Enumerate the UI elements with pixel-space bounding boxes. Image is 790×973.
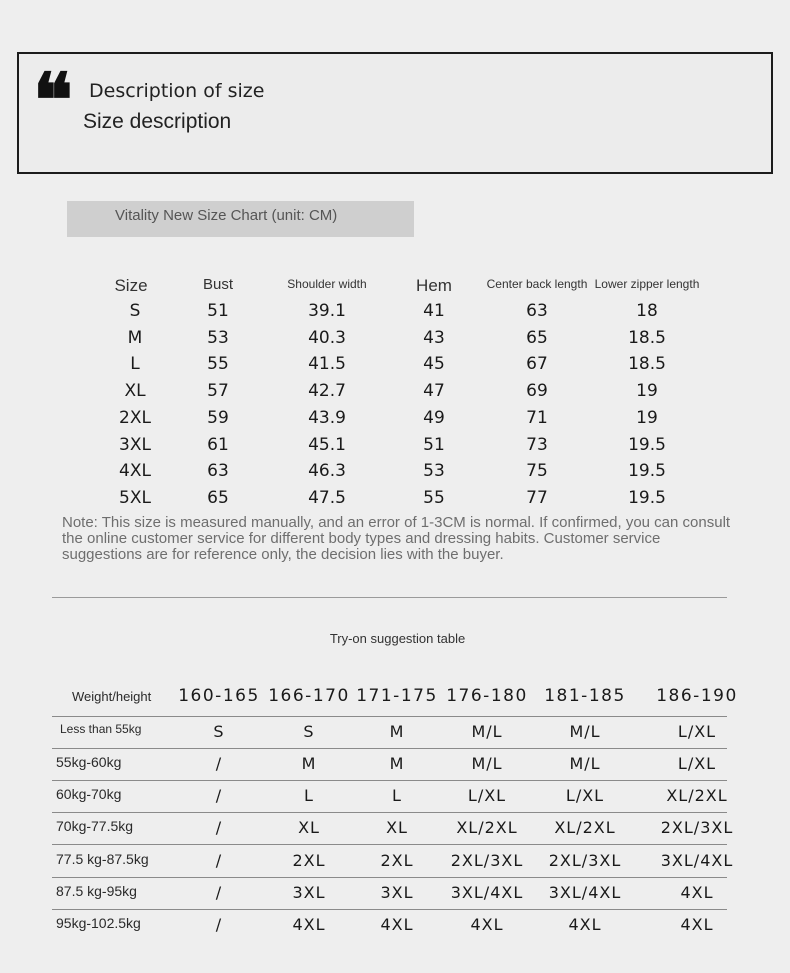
size-chart-row	[0, 381, 790, 407]
tryon-weight-label: 77.5 kg-87.5kg	[56, 850, 149, 867]
tryon-height-header: 181-185	[544, 686, 626, 706]
tryon-weight-label: 60kg-70kg	[56, 786, 122, 803]
size-chart-column-header: Hem	[416, 276, 452, 295]
size-chart-cell: 41	[423, 301, 445, 321]
tryon-size-cell: 3XL/4XL	[450, 882, 524, 902]
size-chart-cell: 53	[207, 327, 229, 348]
size-chart-cell: 63	[207, 461, 229, 482]
tryon-weight-label: 87.5 kg-95kg	[56, 882, 137, 899]
tryon-height-header: 171-175	[356, 686, 438, 706]
tryon-size-cell: /	[215, 818, 223, 838]
tryon-weight-label: 95kg-102.5kg	[56, 914, 141, 931]
size-chart-cell: L	[130, 354, 140, 375]
tryon-corner-label: Weight/height	[72, 689, 152, 704]
size-chart-row	[0, 461, 790, 487]
tryon-size-cell: L/XL	[677, 754, 717, 774]
tryon-size-cell: 4XL	[680, 914, 714, 934]
size-chart-cell: 57	[207, 381, 229, 402]
tryon-size-cell: M	[389, 722, 405, 742]
size-chart-cell: S	[129, 301, 141, 321]
size-chart-cell: 77	[526, 487, 548, 508]
tryon-size-cell: 3XL	[380, 882, 414, 902]
size-chart-cell: 51	[423, 434, 445, 455]
description-title: Description of size	[89, 80, 265, 102]
tryon-height-header: 160-165	[178, 686, 260, 706]
tryon-size-cell: /	[215, 786, 223, 806]
size-chart-cell: 19.5	[628, 434, 666, 455]
size-chart-cell: 59	[207, 407, 229, 428]
tryon-size-cell: 4XL	[470, 914, 504, 934]
tryon-header-row	[52, 684, 738, 717]
tryon-size-cell: 3XL/4XL	[660, 850, 734, 870]
size-chart-cell: 65	[526, 327, 548, 348]
tryon-size-cell: L/XL	[677, 722, 717, 742]
size-chart-cell: 46.3	[308, 461, 346, 482]
tryon-size-cell: 2XL/3XL	[548, 850, 622, 870]
size-chart-cell: 47.5	[308, 487, 346, 508]
size-chart-column-header: Shoulder width	[287, 277, 367, 291]
quote-mark-icon: ❝	[33, 58, 69, 144]
tryon-row	[52, 845, 734, 878]
tryon-size-cell: L	[304, 786, 314, 806]
size-chart-cell: 61	[207, 434, 229, 455]
tryon-size-cell: M/L	[471, 722, 503, 742]
tryon-size-cell: 4XL	[680, 882, 714, 902]
tryon-row	[52, 812, 734, 845]
size-chart-cell: 55	[207, 354, 229, 375]
size-chart-column-header: Size	[114, 276, 148, 295]
tryon-title: Try-on suggestion table	[329, 631, 466, 646]
tryon-row	[52, 748, 727, 781]
size-chart-cell: 5XL	[119, 487, 151, 508]
size-chart-header-row	[0, 272, 790, 298]
tryon-size-cell: S	[303, 722, 315, 742]
size-chart-cell: 63	[526, 301, 548, 321]
tryon-size-cell: XL	[386, 818, 408, 838]
tryon-size-cell: 2XL	[292, 850, 326, 870]
size-chart-cell: 69	[526, 381, 548, 402]
size-chart-cell: 40.3	[308, 327, 346, 348]
size-chart-cell: 71	[526, 407, 548, 428]
tryon-size-cell: 3XL/4XL	[548, 882, 622, 902]
size-chart-cell: 19.5	[628, 461, 666, 482]
description-subtitle: Size description	[83, 110, 232, 133]
tryon-size-cell: XL/2XL	[456, 818, 518, 838]
size-chart-cell: 43.9	[308, 407, 346, 428]
size-chart-row	[0, 488, 790, 514]
size-chart-cell: 39.1	[308, 301, 346, 321]
size-description-box	[17, 52, 773, 174]
size-chart-cell: 41.5	[308, 354, 346, 375]
tryon-row	[52, 780, 727, 813]
size-chart-cell: 19.5	[628, 487, 666, 508]
tryon-size-cell: 4XL	[380, 914, 414, 934]
size-chart-cell: 19	[636, 407, 658, 428]
size-chart-column-header: Bust	[202, 276, 234, 293]
size-chart-cell: 45	[423, 354, 445, 375]
tryon-size-cell: M	[389, 754, 405, 774]
tryon-size-cell: XL/2XL	[554, 818, 616, 838]
tryon-size-cell: /	[215, 914, 223, 934]
size-chart-cell: 43	[423, 327, 445, 348]
size-chart-row	[0, 328, 790, 354]
tryon-height-header: 176-180	[446, 686, 528, 706]
size-chart-cell: 3XL	[119, 434, 151, 455]
tryon-height-header: 166-170	[268, 686, 350, 706]
size-chart-row	[0, 435, 790, 461]
size-chart-cell: 42.7	[308, 381, 346, 402]
size-chart-column-header: Center back length	[486, 277, 588, 291]
tryon-size-cell: M/L	[471, 754, 503, 774]
size-chart-cell: 19	[636, 381, 658, 402]
size-chart-column-header: Lower zipper length	[594, 277, 700, 291]
tryon-size-cell: M/L	[569, 754, 601, 774]
size-chart-cell: 73	[526, 434, 548, 455]
size-chart-cell: 51	[207, 301, 229, 321]
tryon-weight-label: 70kg-77.5kg	[56, 818, 134, 835]
tryon-row	[52, 716, 727, 749]
tryon-row	[52, 877, 727, 910]
tryon-size-cell: /	[215, 882, 223, 902]
size-chart-cell: 45.1	[308, 434, 346, 455]
tryon-size-cell: /	[215, 850, 223, 870]
tryon-size-cell: XL/2XL	[666, 786, 728, 806]
tryon-size-cell: M/L	[569, 722, 601, 742]
tryon-size-cell: L/XL	[467, 786, 507, 806]
tryon-row	[52, 909, 727, 941]
tryon-size-cell: 2XL/3XL	[660, 818, 734, 838]
size-chart-cell: 47	[423, 381, 445, 402]
size-chart-cell: 18.5	[628, 354, 666, 375]
tryon-size-cell: 2XL/3XL	[450, 850, 524, 870]
size-chart-cell: 18.5	[628, 327, 666, 348]
size-note: Note: This size is measured manually, and an error of 1-3CM is normal. If confirmed, you can consult the online customer service for different body types and dressing habits. Customer service suggestions are for reference only, the decision lies with the buyer.	[62, 514, 731, 563]
size-chart-row	[0, 408, 790, 434]
tryon-size-cell: L	[392, 786, 402, 806]
size-chart-cell: 75	[526, 461, 548, 482]
tryon-size-cell: /	[215, 754, 223, 774]
tryon-weight-label: Less than 55kg	[60, 722, 142, 737]
size-chart-cell: 67	[526, 354, 548, 375]
size-chart-cell: 18	[636, 301, 658, 321]
tryon-size-cell: 4XL	[292, 914, 326, 934]
tryon-size-cell: XL	[298, 818, 320, 838]
size-chart-cell: 55	[423, 487, 445, 508]
tryon-size-cell: 2XL	[380, 850, 414, 870]
tryon-size-cell: 3XL	[292, 882, 326, 902]
size-chart-row	[0, 301, 790, 327]
tryon-size-cell: L/XL	[565, 786, 605, 806]
size-chart-row	[0, 354, 790, 380]
tryon-size-cell: 4XL	[568, 914, 602, 934]
size-chart-cell: XL	[124, 381, 146, 402]
size-chart-cell: 65	[207, 487, 229, 508]
tryon-size-cell: M	[301, 754, 317, 774]
tryon-height-header: 186-190	[656, 686, 738, 706]
size-chart-cell: 53	[423, 461, 445, 482]
tryon-size-cell: S	[213, 722, 225, 742]
size-chart-title: Vitality New Size Chart (unit: CM)	[115, 207, 338, 224]
tryon-weight-label: 55kg-60kg	[56, 754, 122, 771]
size-chart-cell: 4XL	[119, 461, 151, 482]
size-chart-cell: M	[127, 327, 143, 348]
size-chart-cell: 49	[423, 407, 445, 428]
size-chart-cell: 2XL	[119, 407, 151, 428]
section-divider	[52, 597, 727, 598]
